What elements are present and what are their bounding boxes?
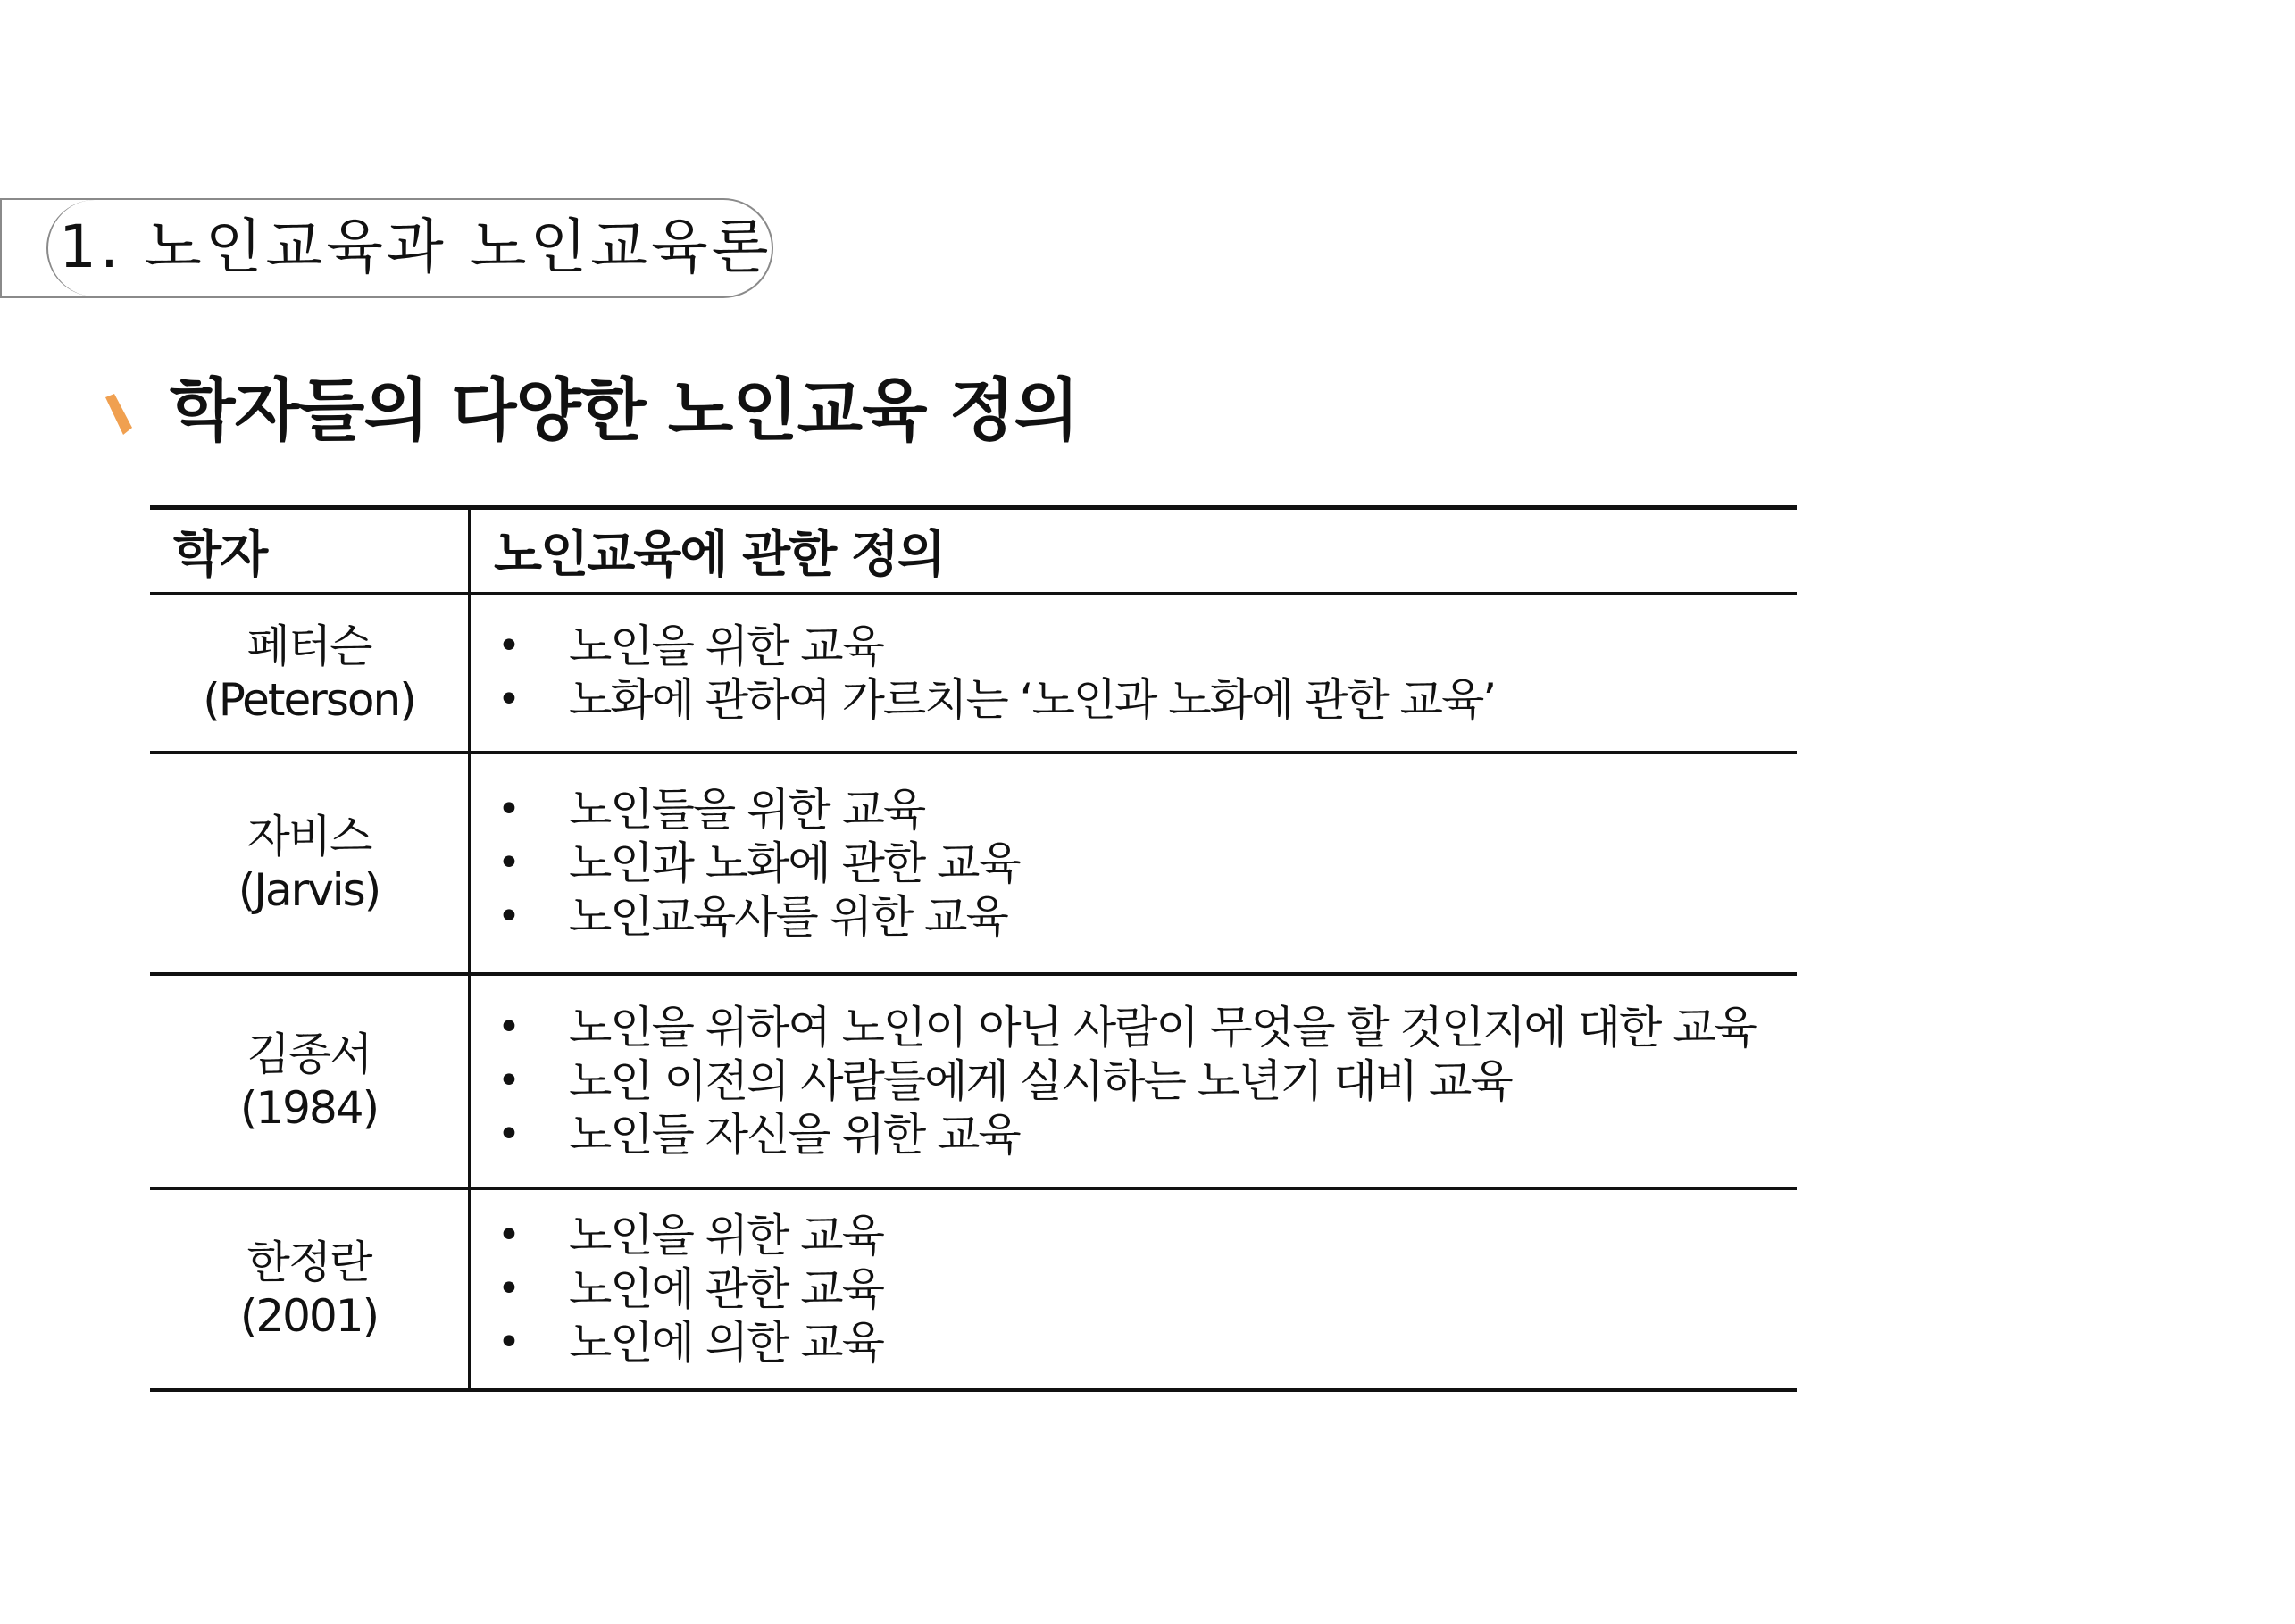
definition-cell [470, 1188, 1798, 1390]
scholar-detail: (2001) [239, 1289, 379, 1342]
bullet-icon: • [497, 839, 519, 886]
bullet-icon: • [497, 1319, 519, 1365]
definition-text: 노인들 자신을 위한 교육 [569, 1108, 1020, 1161]
definition-text: 노인을 위한 교육 [569, 1209, 883, 1262]
header-scholar: 학자 [150, 508, 470, 594]
definition-item [497, 620, 1797, 673]
definition-list [471, 783, 1797, 944]
bullet-icon: • [497, 1057, 519, 1103]
definition-cell [470, 594, 1798, 753]
scholar-cell [150, 974, 470, 1188]
definition-item [497, 890, 1797, 944]
bullet-icon: • [497, 786, 519, 832]
section-heading: 학자들의 다양한 노인교육 정의 [170, 371, 1079, 450]
slide-title: 1. 노인교육과 노인교육론 [59, 212, 772, 281]
definition-cell [470, 753, 1798, 974]
definition-list [471, 620, 1797, 727]
definition-text: 노인에 관한 교육 [569, 1262, 883, 1315]
header-definition: 노인교육에 관한 정의 [494, 525, 944, 584]
scholar-name: 김종서 [246, 1028, 371, 1080]
definition-item [497, 1108, 1797, 1162]
table-row [150, 594, 1797, 753]
definition-text: 노인교육사를 위한 교육 [569, 890, 1007, 943]
definition-item [497, 1316, 1797, 1370]
scholar-name: 자비스 [246, 810, 371, 862]
definition-item [497, 837, 1797, 890]
definition-item [497, 1262, 1797, 1316]
definition-item [497, 673, 1797, 727]
slash-accent-icon [105, 394, 132, 435]
title-tab-edge [0, 200, 2, 296]
table-row [150, 1188, 1797, 1390]
bullet-icon: • [497, 1111, 519, 1157]
bullet-icon: • [497, 1004, 519, 1050]
definitions-table [150, 505, 1797, 1392]
bullet-icon: • [497, 893, 519, 939]
scholar-detail: (Jarvis) [238, 863, 380, 916]
scholar-cell [150, 1188, 470, 1390]
bullet-icon: • [497, 1265, 519, 1312]
scholar-cell [150, 594, 470, 753]
scholar-cell [150, 753, 470, 974]
definition-text: 노인을 위하여 노인이 아닌 사람이 무엇을 할 것인지에 대한 교육 [569, 1001, 1756, 1054]
definition-text: 노인에 의한 교육 [569, 1316, 883, 1369]
definition-text: 노인 이전의 사람들에게 실시하는 노년기 대비 교육 [569, 1054, 1512, 1107]
definition-list [471, 1001, 1797, 1162]
definition-item [497, 1054, 1797, 1108]
table-header-row [150, 508, 1797, 594]
definition-cell [470, 974, 1798, 1188]
bullet-icon: • [497, 1212, 519, 1258]
definition-text: 노인들을 위한 교육 [569, 783, 925, 836]
table-row [150, 753, 1797, 974]
definition-text: 노인과 노화에 관한 교육 [569, 837, 1020, 889]
scholar-detail: (1984) [239, 1081, 379, 1134]
scholar-name: 페터슨 [246, 620, 371, 672]
definition-item [497, 1001, 1797, 1054]
bullet-icon: • [497, 676, 519, 722]
definition-item [497, 783, 1797, 837]
table-row [150, 974, 1797, 1188]
scholar-detail: (Peterson) [203, 673, 415, 726]
bullet-icon: • [497, 622, 519, 669]
definition-text: 노화에 관하여 가르치는 ‘노인과 노화에 관한 교육’ [569, 673, 1496, 726]
definition-item [497, 1209, 1797, 1262]
scholar-name: 한정란 [246, 1236, 371, 1288]
definition-list [471, 1209, 1797, 1370]
definition-text: 노인을 위한 교육 [569, 620, 883, 672]
